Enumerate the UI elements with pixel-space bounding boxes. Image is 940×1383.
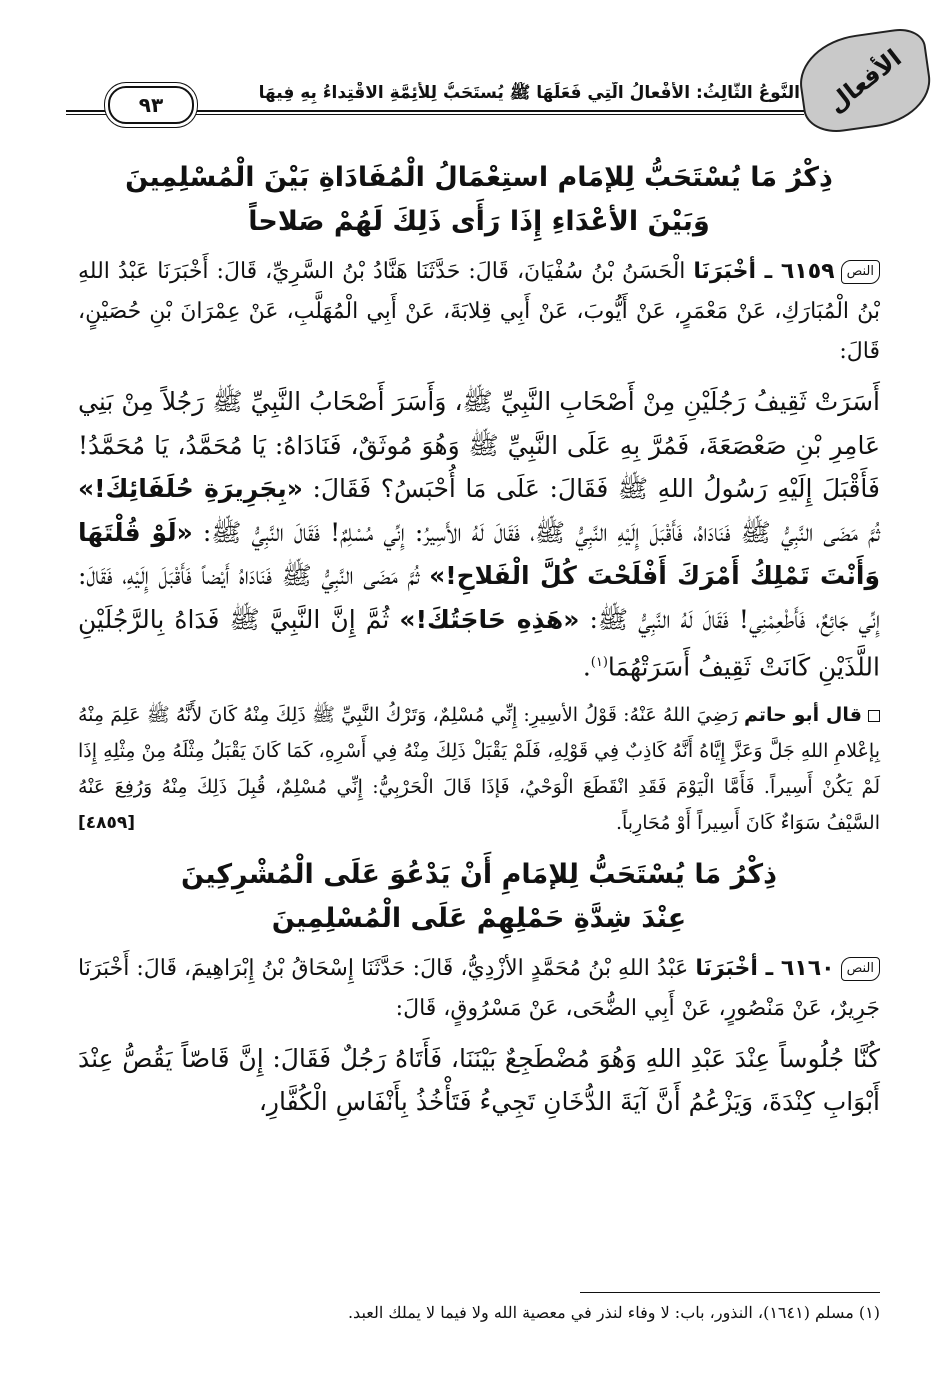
footnote-rule xyxy=(580,1292,880,1293)
square-bullet-icon xyxy=(868,710,880,722)
page-header xyxy=(0,0,940,150)
matn-part-2: ثُمَّ مَضَى النَّبِيُّ ﷺ فَنَادَاهُ، فَأَقْبَلَ إِلَيْهِ النَّبِيُّ ﷺ، فَقَالَ لَهُ الأَسِيرُ: إِنِّي مُسْلِمٌ! فَقَالَ النَّبِيُّ ﷺ: xyxy=(202,517,880,547)
hadith-number: ٦١٦٠ ـ أخْبَرَنَا xyxy=(695,955,835,981)
matn-part-3: ثُمَّ مَضَى النَّبِيُّ ﷺ فَنَادَاهُ أَيْضاً فَأَقْبَلَ إِلَيْهِ، فَقَالَ: إِنِّي جَائِعٌ، فَأَطْعِمْنِي! فَقَالَ لَهُ النَّبِيُّ ﷺ: xyxy=(78,561,880,634)
matn-end: . xyxy=(582,652,591,682)
chapter-heading-2-line1: ذِكْرُ مَا يُسْتَحَبُّ لِلإمَامِ أَنْ يَدْعُوَ عَلَى الْمُشْرِكِينَ xyxy=(181,858,777,890)
chapter-heading-1-line1: ذِكْرُ مَا يُسْتَحَبُّ لِلإمَام استِعْمَالُ الْمُفَادَاةِ بَيْنَ الْمُسْلِمِينَ xyxy=(125,162,833,193)
running-title: النَّوعُ الثَّالِثُ: الأفْعالُ الَّتِي فَعَلَهَا ﷺ يُستَحَبُّ لِلأَئِمَّةِ الاقْتِداءُ بِهِ فِيهَا xyxy=(258,83,800,103)
footnote: (١) مسلم (١٦٤١)، النذور، باب: لا وفاء لنذر في معصية الله ولا فيما لا يملك العبد. xyxy=(347,1303,880,1322)
prophet-quote-1: «بِجَرِيرَةِ حُلَفَائِكَ!» xyxy=(78,474,303,503)
cross-reference: [٤٨٥٩] xyxy=(78,812,136,833)
isnad-text: عَبْدُ اللهِ بْنُ مُحَمَّدٍ الأزْدِيُّ، قَالَ: حَدَّثَنَا إِسْحَاقُ بْنُ إِبْرَاهِيمَ، قَالَ: أَخْبَرَنَا جَرِيرٌ، عَنْ مَنْصُورٍ، عَنْ أَبِي الضُّحَى، عَنْ مَسْرُوقٍ، قَالَ: xyxy=(78,955,880,1021)
hadith-6159-isnad xyxy=(78,252,880,372)
prophet-quote-3: «هَذِهِ حَاجَتُكَ!» xyxy=(399,604,580,634)
hadith-number: ٦١٥٩ ـ أخْبَرَنَا xyxy=(693,259,835,284)
prophet-quote-2: «لَوْ قُلْتَهَا وَأَنْتَ تَمْلِكُ أَمْرَكَ أَفْلَحْتَ كُلَّ الْفَلاحِ!» xyxy=(78,517,880,590)
footnote-marker: (١) xyxy=(590,655,608,670)
matn-part-4: ثُمَّ إِنَّ النَّبِيَّ ﷺ فَدَاهُ بِالرَّجُلَيْنِ اللَّذَيْنِ كَانَتْ ثَقِيفُ أَسَرَتْهُمَا xyxy=(78,604,880,682)
abu-hatim-comment xyxy=(78,697,880,841)
chapter-tab xyxy=(794,25,936,136)
chapter-heading-1-line2: وَبَيْنَ الأعْدَاءِ إِذَا رَأَى ذَلِكَ لَهُمْ صَلاحاً xyxy=(248,206,710,237)
isnad-text: الْحَسَنُ بْنُ سُفْيَانَ، قَالَ: حَدَّثَنَا هَنَّادُ بْنُ السَّرِيِّ، قَالَ: أَخْبَرَنَا عَبْدُ اللهِ بْنُ الْمُبَارَكِ، عَنْ مَعْمَرٍ، عَنْ أَيُّوبَ، عَنْ أَبِي قِلابَةَ، عَنْ أَبِي الْمُهَلَّبِ، عَنْ عِمْرَانَ بْنِ حُصَيْنٍ، قَالَ: xyxy=(78,259,880,364)
chapter-heading-2-line2: عِنْدَ شِدَّةِ حَمْلِهِمْ عَلَى الْمُسْلِمِينَ xyxy=(271,902,687,934)
page-number: ٩٣ xyxy=(108,86,194,124)
matn-part-1: أَسَرَتْ ثَقِيفُ رَجُلَيْنِ مِنْ أَصْحَابِ النَّبِيِّ ﷺ، وَأَسَرَ أَصْحَابُ النَّبِيِّ ﷺ رَجُلاً مِنْ بَنِي عَامِرِ بْنِ صَعْصَعَةَ، فَمُرَّ بِهِ عَلَى النَّبِيِّ ﷺ وَهُوَ مُوثَقٌ، فَنَادَاهُ: يَا مُحَمَّدُ، يَا مُحَمَّدُ! فَأَقْبَلَ إِلَيْهِ رَسُولُ اللهِ ﷺ فَقَالَ: عَلَى مَا أُحْبَسُ؟ فَقَالَ: xyxy=(78,387,881,503)
comment-lead: قال أبو حاتم xyxy=(744,703,862,726)
hadith-6160-isnad xyxy=(78,949,880,1029)
hadith-6160-matn: كُنَّا جُلُوساً عِنْدَ عَبْدِ اللهِ وَهُوَ مُضْطَجِعٌ بَيْنَنَا، فَأَتَاهُ رَجُلٌ فَقَالَ: إِنَّ قَاصّاً يَقُصُّ عِنْدَ أَبْوَابِ كِنْدَةَ، وَيَزْعُمُ أَنَّ آيَةَ الدُّخَانِ تَجِيءُ فَتَأْخُذُ بِأَنْفَاسِ الْكُفَّارِ، xyxy=(78,1043,880,1117)
page-body xyxy=(78,156,880,1124)
hadith-6159-matn xyxy=(78,380,880,689)
text-badge-icon: النص xyxy=(841,957,880,981)
comment-text: رَضِيَ اللهُ عَنْهُ: قَوْلُ الأسِيرِ: إِنِّي مُسْلِمٌ، وَتَرْكُ النَّبِيِّ ﷺ ذَلِكَ مِنْهُ كَانَ لأَنَّهُ ﷺ عَلِمَ مِنْهُ بِإعْلامِ اللهِ جَلَّ وَعَزَّ إِيَّاهُ أَنَّهُ كَاذِبٌ فِي قَوْلِهِ، فَلَمْ يَقْبَلْ ذَلِكَ مِنْهُ فِي أَسْرِهِ، كَمَا كَانَ يَقْبَلُ مِثْلَهُ مِنْ مِثْلِهِ إِذَا لَمْ يَكُنْ أَسِيراً. فَأَمَّا الْيَوْمَ فَقَدِ انْقَطَعَ الْوَحْيُ، فَإذَا قَالَ الْحَرْبِيُّ: إِنِّي مُسْلِمٌ، قُبِلَ ذَلِكَ مِنْهُ وَرُفِعَ عَنْهُ السَّيْفُ سَوَاءٌ كَانَ أَسِيراً أَوْ مُحَارِباً. xyxy=(78,703,880,834)
text-badge-icon: النص xyxy=(841,260,880,284)
chapter-tab-label: الأفعال xyxy=(822,43,908,119)
